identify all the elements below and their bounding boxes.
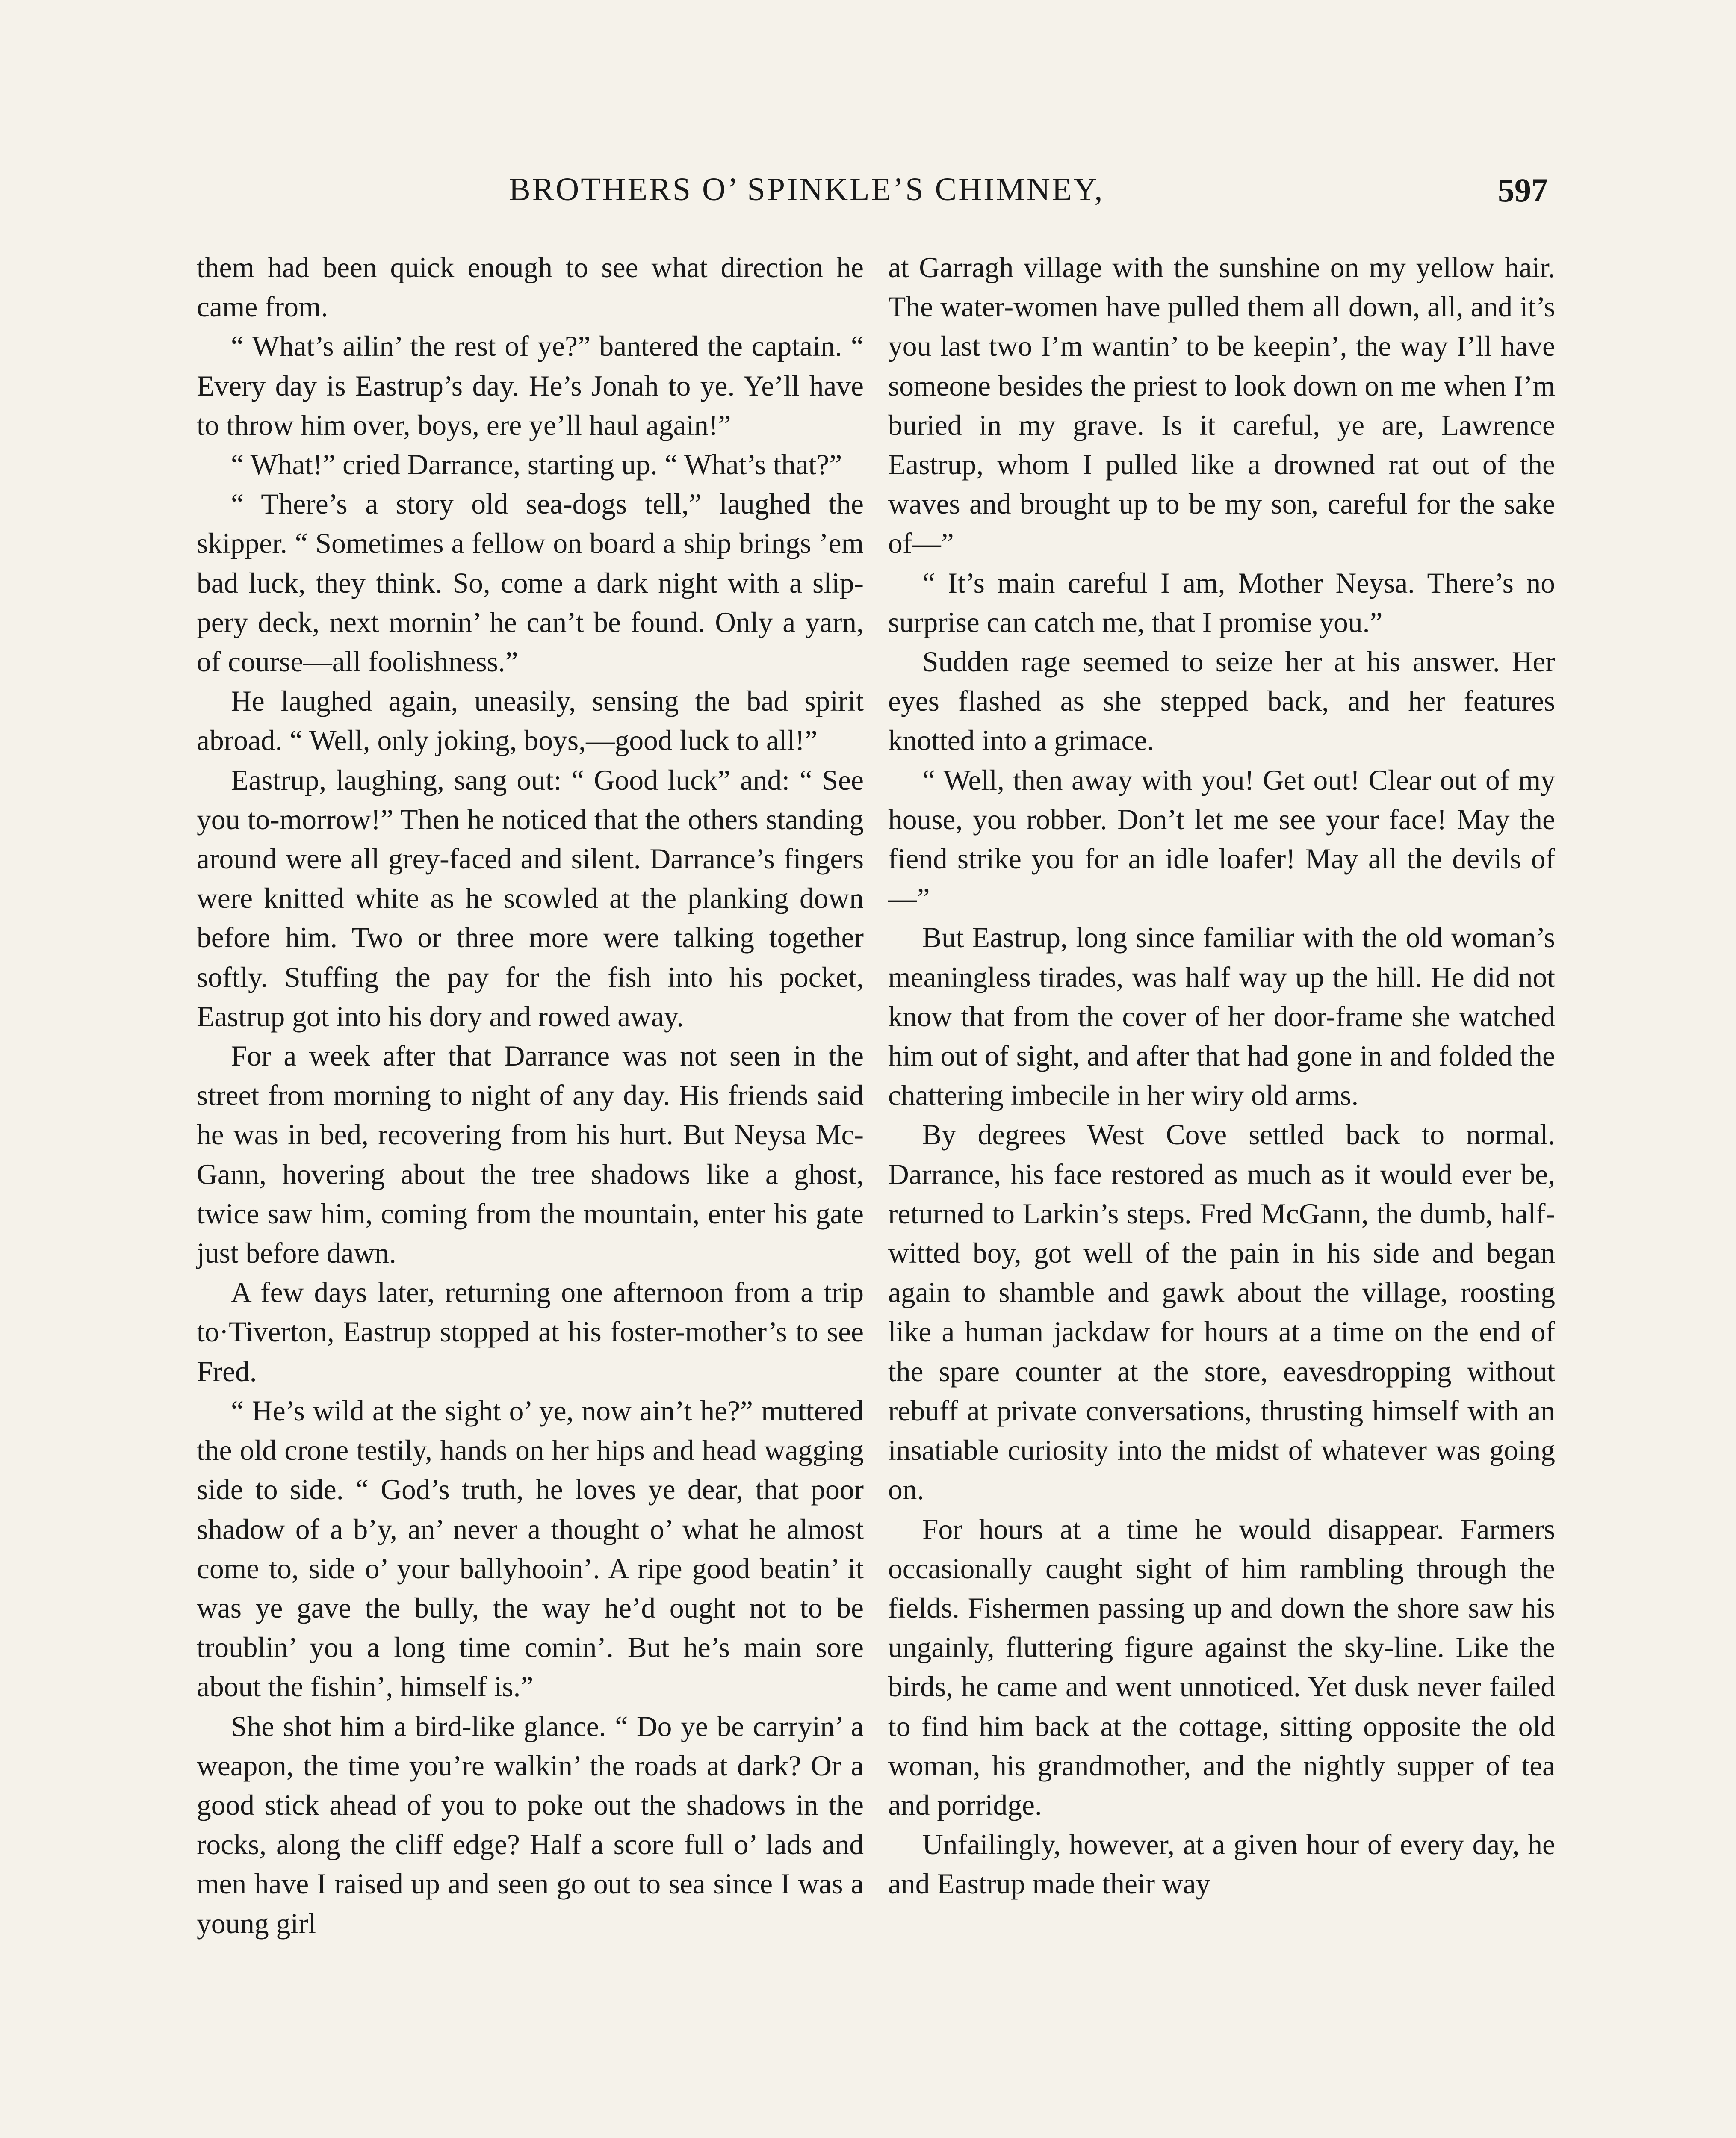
paragraph: For hours at a time he would disappear. Farmers occasionally caught sight of him rambling through the fields. Fishermen passing up and down the shore saw his ungainly, fluttering figure against the sky-line. Like the birds, he came and went unnoticed. Yet dusk never failed to find him back at the cottage, sitting opposite the old woman, his grandmother, and the nightly supper of tea and porridge.	[888, 1513, 1555, 1821]
page-header	[201, 171, 1548, 218]
paragraph: them had been quick enough to see what direction he came from.	[197, 251, 864, 323]
paragraph: He laughed again, uneasily, sensing the bad spirit abroad. “ Well, only joking, boys,—good luck to all!”	[197, 685, 864, 757]
paragraph: For a week after that Darrance was not seen in the street from morning to night of any day. His friends said he was in bed, recovering from his hurt. But Neysa McGann, hovering about the tree shadows like a ghost, twice saw him, coming from the mountain, enter his gate just before dawn.	[197, 1040, 864, 1270]
running-head: BROTHERS O’ SPINKLE’S CHIMNEY,	[509, 171, 1104, 207]
paragraph: “ What!” cried Darrance, starting up. “ What’s that?”	[231, 449, 842, 481]
paragraph: She shot him a bird-like glance. “ Do ye be carryin’ a weapon, the time you’re walkin’ the roads at dark? Or a good stick ahead of you to poke out the shadows in the rocks, along the cliff edge? Half a score full o’ lads and men have I raised up and seen go out to sea since I was a young girl	[197, 1710, 864, 1940]
paragraph: A few days later, returning one afternoon from a trip to·Tiverton, Eastrup stopped at his foster-mother’s to see Fred.	[197, 1276, 864, 1388]
paragraph: By degrees West Cove settled back to normal. Darrance, his face restored as much as it would ever be, returned to Larkin’s steps. Fred McGann, the dumb, half-witted boy, got well of the pain in his side and began again to shamble and gawk about the village, roosting like a human jackdaw for hours at a time on the end of the spare counter at the store, eavesdropping without rebuff at private conversations, thrusting himself with an insatiable curiosity into the midst of whatever was going on.	[888, 1119, 1555, 1506]
paragraph: “ There’s a story old sea-dogs tell,” laughed the skipper. “ Sometimes a fellow on board a ship brings ’em bad luck, they think. So, come a dark night with a slippery deck, next mornin’ he can’t be found. Only a yarn, of course—all foolishness.”	[197, 488, 864, 678]
paragraph: at Garragh village with the sunshine on my yellow hair. The water-women have pulled them all down, all, and it’s you last two I’m wantin’ to be keepin’, the way I’ll have someone besides the priest to look down on me when I’m buried in my grave. Is it careful, ye are, Lawrence Eastrup, whom I pulled like a drowned rat out of the waves and brought up to be my son, careful for the sake of—”	[888, 251, 1555, 560]
paragraph: Sudden rage seemed to seize her at his answer. Her eyes flashed as she stepped back, and her features knotted into a grimace.	[888, 646, 1555, 757]
paragraph: Unfailingly, however, at a given hour of every day, he and Eastrup made their way	[888, 1828, 1555, 1900]
paragraph: Eastrup, laughing, sang out: “ Good luck” and: “ See you to-morrow!” Then he noticed that the others standing around were all grey-faced and silent. Darrance’s fingers were knitted white as he scowled at the planking down before him. Two or three more were talking together softly. Stuffing the pay for the fish into his pocket, Eastrup got into his dory and rowed away.	[197, 764, 864, 1033]
page-number: 597	[1498, 171, 1548, 209]
paragraph: “ It’s main careful I am, Mother Neysa. There’s no surprise can catch me, that I promise you.”	[888, 567, 1555, 638]
paragraph: “ Well, then away with you! Get out! Clear out of my house, you robber. Don’t let me see your face! May the fiend strike you for an idle loafer! May all the devils of—”	[888, 764, 1555, 915]
paragraph: “ He’s wild at the sight o’ ye, now ain’t he?” muttered the old crone testily, hands on her hips and head wagging side to side. “ God’s truth, he loves ye dear, that poor shadow of a b’y, an’ never a thought o’ what he almost come to, side o’ your ballyhooin’. A ripe good beatin’ it was ye gave the bully, the way he’d ought not to be troublin’ you a long time comin’. But he’s main sore about the fishin’, himself is.”	[197, 1394, 864, 1703]
paragraph: But Eastrup, long since familiar with the old woman’s meaningless tirades, was half way up the hill. He did not know that from the cover of her door-frame she watched him out of sight, and after that had gone in and folded the chattering imbecile in her wiry old arms.	[888, 921, 1555, 1112]
paragraph: “ What’s ailin’ the rest of ye?” bantered the captain. “ Every day is Eastrup’s day. He’s Jonah to ye. Ye’ll have to throw him over, boys, ere ye’ll haul again!”	[197, 330, 864, 441]
left-column	[197, 248, 864, 1943]
right-column	[888, 248, 1555, 1904]
